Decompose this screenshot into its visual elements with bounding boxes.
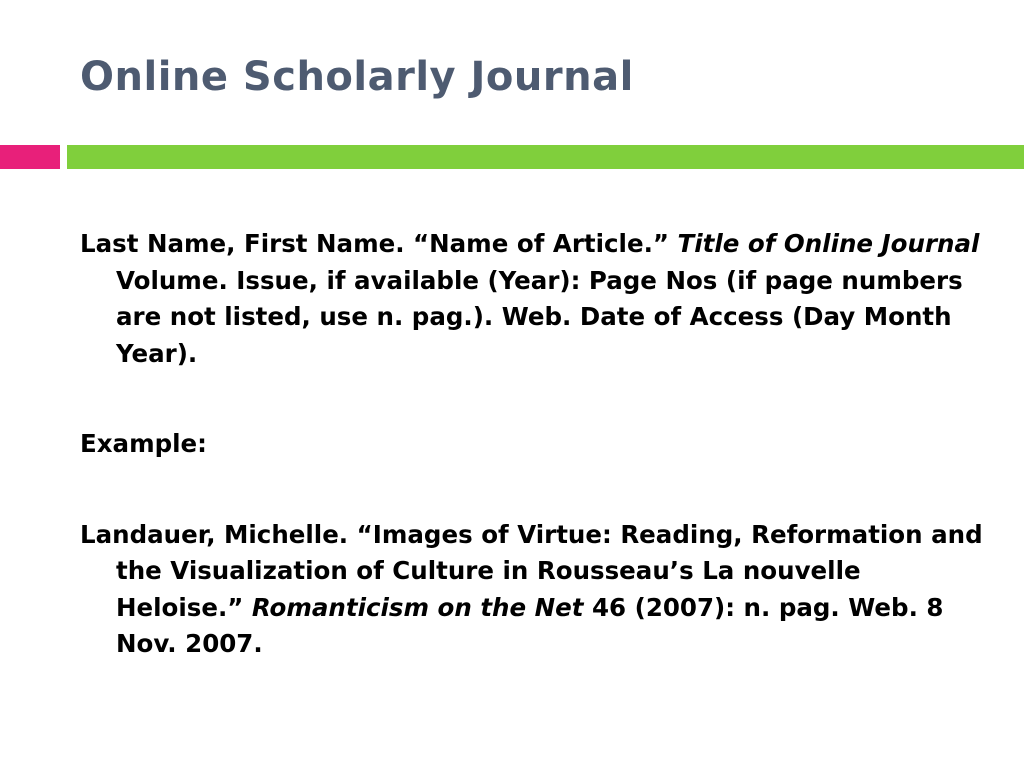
citation-example <box>80 517 990 663</box>
slide-title: Online Scholarly Journal <box>80 54 634 100</box>
citation-example-text: Landauer, Michelle. “Images of Virtue: Reading, Reformation and the Visualization of Culture in Rousseau’s La nouvelle Heloise.” <box>80 519 983 622</box>
citation-format-journal-title: Title of Online Journal <box>677 229 980 258</box>
slide-content <box>80 226 990 663</box>
citation-format-text-rest: Volume. Issue, if available (Year): Page Nos (if page numbers are not listed, use n. pag.). Web. Date of Access (Day Month Year). <box>116 265 963 368</box>
citation-example-journal-title: Romanticism on the Net <box>251 592 584 622</box>
example-label: Example: <box>80 429 207 458</box>
title-underline-bar <box>67 145 1024 169</box>
accent-bar <box>0 145 60 169</box>
citation-example-text-rest: 46 (2007): n. pag. Web. 8 Nov. 2007. <box>116 592 944 658</box>
citation-format <box>80 226 990 372</box>
citation-format-text: Last Name, First Name. “Name of Article.” <box>80 229 678 258</box>
